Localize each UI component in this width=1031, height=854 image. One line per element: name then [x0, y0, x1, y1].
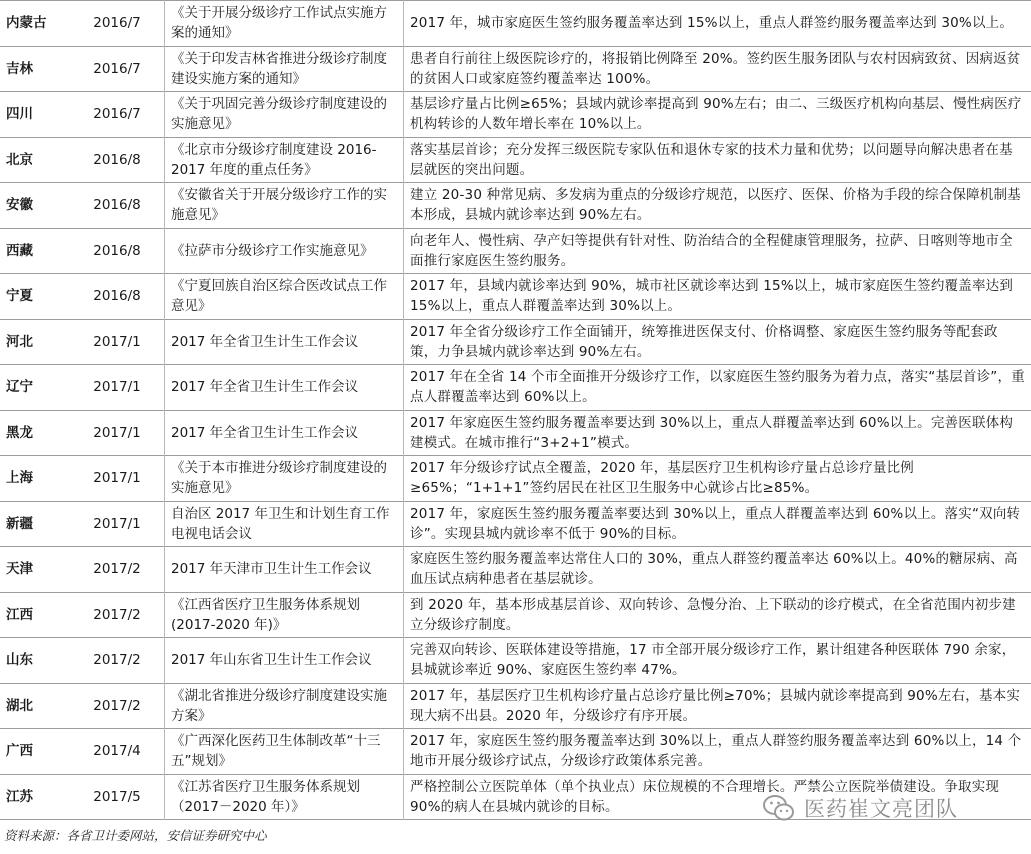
date-cell: 2017/1 [93, 515, 141, 532]
table-row [0, 683, 1031, 729]
document-cell: 《拉萨市分级诊疗工作实施意见》 [165, 228, 404, 274]
table-row [0, 228, 1031, 274]
table-row [0, 456, 1031, 502]
document-cell: 《关于开展分级诊疗工作试点实施方案的通知》 [165, 1, 404, 47]
date-cell: 2016/8 [93, 242, 141, 259]
province-cell: 北京 [6, 151, 33, 168]
province-cell: 江西 [6, 606, 33, 623]
date-cell: 2016/7 [93, 60, 141, 77]
province-cell: 辽宁 [6, 379, 33, 396]
date-cell: 2017/2 [93, 652, 141, 669]
content-cell: 落实基层首诊；充分发挥三级医院专家队伍和退休专家的技术力量和优势；以问题导向解决患者在基层就医的突出问题。 [404, 137, 1031, 183]
document-cell: 《北京市分级诊疗制度建设 2016-2017 年度的重点任务》 [165, 137, 404, 183]
province-cell: 江苏 [6, 788, 33, 805]
table-row [0, 638, 1031, 684]
document-cell: 《关于巩固完善分级诊疗制度建设的实施意见》 [165, 92, 404, 138]
document-cell: 《江苏省医疗卫生服务体系规划（2017－2020 年）》 [165, 774, 404, 820]
content-cell: 2017 年，家庭医生签约服务覆盖率要达到 30%以上，重点人群覆盖率达到 60%以上。落实“双向转诊”。实现县城内就诊率不低于 90%的目标。 [404, 501, 1031, 547]
content-cell: 严格控制公立医院单体（单个执业点）床位规模的不合理增长。严禁公立医院举债建设。争取实现 90%的病人在县城内就诊的目标。 [404, 774, 1031, 820]
content-cell: 到 2020 年，基本形成基层首诊、双向转诊、急慢分治、上下联动的诊疗模式，在全省范围内初步建立分级诊疗制度。 [404, 592, 1031, 638]
province-cell: 宁夏 [6, 288, 33, 305]
province-cell: 黑龙 [6, 424, 33, 441]
watermark [762, 788, 958, 828]
table-row [0, 274, 1031, 320]
content-cell: 2017 年，家庭医生签约服务覆盖率达到 30%以上，重点人群签约服务覆盖率达到 60%以上，14 个地市开展分级诊疗试点，分级诊疗政策体系完善。 [404, 729, 1031, 775]
date-cell: 2017/1 [93, 424, 141, 441]
document-cell: 2017 年全省卫生计生工作会议 [165, 410, 404, 456]
document-cell: 2017 年山东省卫生计生工作会议 [165, 638, 404, 684]
content-cell: 完善双向转诊、医联体建设等措施，17 市全部开展分级诊疗工作，累计组建各种医联体 790 余家，县城就诊率近 90%、家庭医生签约率 47%。 [404, 638, 1031, 684]
content-cell: 基层诊疗量占比例≥65%；县域内就诊率提高到 90%左右；由二、三级医疗机构向基层、慢性病医疗机构转诊的人数年增长率在 10%以上。 [404, 92, 1031, 138]
content-cell: 2017 年，基层医疗卫生机构诊疗量占总诊疗量比例≥70%；县城内就诊率提高到 90%左右，基本实现大病不出县。2020 年，分级诊疗有序开展。 [404, 683, 1031, 729]
content-cell: 患者自行前往上级医院诊疗的，将报销比例降至 20%。签约医生服务团队与农村因病致贫、因病返贫的贫困人口或家庭签约覆盖率达 100%。 [404, 46, 1031, 92]
document-cell: 《关于本市推进分级诊疗制度建设的实施意见》 [165, 456, 404, 502]
document-cell: 2017 年天津市卫生计生工作会议 [165, 547, 404, 593]
date-cell: 2017/4 [93, 743, 141, 760]
date-cell: 2017/1 [93, 470, 141, 487]
province-cell: 四川 [6, 106, 33, 123]
date-cell: 2016/8 [93, 197, 141, 214]
table-row [0, 501, 1031, 547]
document-cell: 《广西深化医药卫生体制改革“十三五”规划》 [165, 729, 404, 775]
province-cell: 西藏 [6, 242, 33, 259]
table-row [0, 183, 1031, 229]
table-row [0, 1, 1031, 47]
table-body [0, 1, 1031, 820]
content-cell: 2017 年，县域内就诊率达到 90%，城市社区就诊率达到 15%以上，城市家庭医生签约覆盖率达到 15%以上，重点人群覆盖率达到 30%以上。 [404, 274, 1031, 320]
date-cell: 2017/2 [93, 697, 141, 714]
table-row [0, 92, 1031, 138]
document-cell: 2017 年全省卫生计生工作会议 [165, 365, 404, 411]
province-cell: 山东 [6, 652, 33, 669]
document-cell: 《关于印发吉林省推进分级诊疗制度建设实施方案的通知》 [165, 46, 404, 92]
date-cell: 2017/1 [93, 379, 141, 396]
province-cell: 湖北 [6, 697, 33, 714]
province-cell: 广西 [6, 743, 33, 760]
document-cell: 《湖北省推进分级诊疗制度建设实施方案》 [165, 683, 404, 729]
date-cell: 2017/5 [93, 788, 141, 805]
province-cell: 新疆 [6, 515, 33, 532]
content-cell: 2017 年家庭医生签约服务覆盖率要达到 30%以上，重点人群覆盖率达到 60%以上。完善医联体构建模式。在城市推行“3+2+1”模式。 [404, 410, 1031, 456]
document-cell: 《宁夏回族自治区综合医改试点工作意见》 [165, 274, 404, 320]
content-cell: 建立 20-30 种常见病、多发病为重点的分级诊疗规范，以医疗、医保、价格为手段的综合保障机制基本形成，县城内就诊率达到 90%左右。 [404, 183, 1031, 229]
date-cell: 2016/7 [93, 15, 141, 32]
province-cell: 吉林 [6, 60, 33, 77]
province-cell: 上海 [6, 470, 33, 487]
wechat-icon [762, 793, 796, 823]
province-cell: 河北 [6, 333, 33, 350]
table-row [0, 137, 1031, 183]
document-cell: 自治区 2017 年卫生和计划生育工作电视电话会议 [165, 501, 404, 547]
province-cell: 安徽 [6, 197, 33, 214]
content-cell: 2017 年，城市家庭医生签约服务覆盖率达到 15%以上，重点人群签约服务覆盖率达到 30%以上。 [404, 1, 1031, 47]
table-row [0, 547, 1031, 593]
date-cell: 2016/7 [93, 106, 141, 123]
document-cell: 《江西省医疗卫生服务体系规划(2017-2020 年)》 [165, 592, 404, 638]
date-cell: 2016/8 [93, 288, 141, 305]
date-cell: 2017/2 [93, 606, 141, 623]
table-row [0, 410, 1031, 456]
table-row [0, 365, 1031, 411]
date-cell: 2017/2 [93, 561, 141, 578]
table-row [0, 729, 1031, 775]
table-row [0, 592, 1031, 638]
province-cell: 内蒙古 [6, 15, 47, 32]
content-cell: 2017 年在全省 14 个市全面推开分级诊疗工作，以家庭医生签约服务为着力点，落实“基层首诊”，重点人群覆盖率达到 60%以上。 [404, 365, 1031, 411]
content-cell: 家庭医生签约服务覆盖率达常住人口的 30%，重点人群签约覆盖率达 60%以上。40%的糖尿病、高血压试点病种患者在基层就诊。 [404, 547, 1031, 593]
content-cell: 2017 年全省分级诊疗工作全面铺开，统筹推进医保支付、价格调整、家庭医生签约服务等配套政策，力争县城内就诊率达到 90%左右。 [404, 319, 1031, 365]
source-note: 资料来源：各省卫计委网站，安信证券研究中心 [4, 828, 267, 843]
province-cell: 天津 [6, 561, 33, 578]
document-cell: 《安徽省关于开展分级诊疗工作的实施意见》 [165, 183, 404, 229]
date-cell: 2016/8 [93, 151, 141, 168]
content-cell: 2017 年分级诊疗试点全覆盖，2020 年，基层医疗卫生机构诊疗量占总诊疗量比例≥65%；“1+1+1”签约居民在社区卫生服务中心就诊占比≥85%。 [404, 456, 1031, 502]
watermark-text: 医药崔文亮团队 [804, 797, 958, 821]
document-cell: 2017 年全省卫生计生工作会议 [165, 319, 404, 365]
date-cell: 2017/1 [93, 333, 141, 350]
content-cell: 向老年人、慢性病、孕产妇等提供有针对性、防治结合的全程健康管理服务，拉萨、日喀则等地市全面推行家庭医生签约服务。 [404, 228, 1031, 274]
table-row [0, 46, 1031, 92]
table-row [0, 319, 1031, 365]
